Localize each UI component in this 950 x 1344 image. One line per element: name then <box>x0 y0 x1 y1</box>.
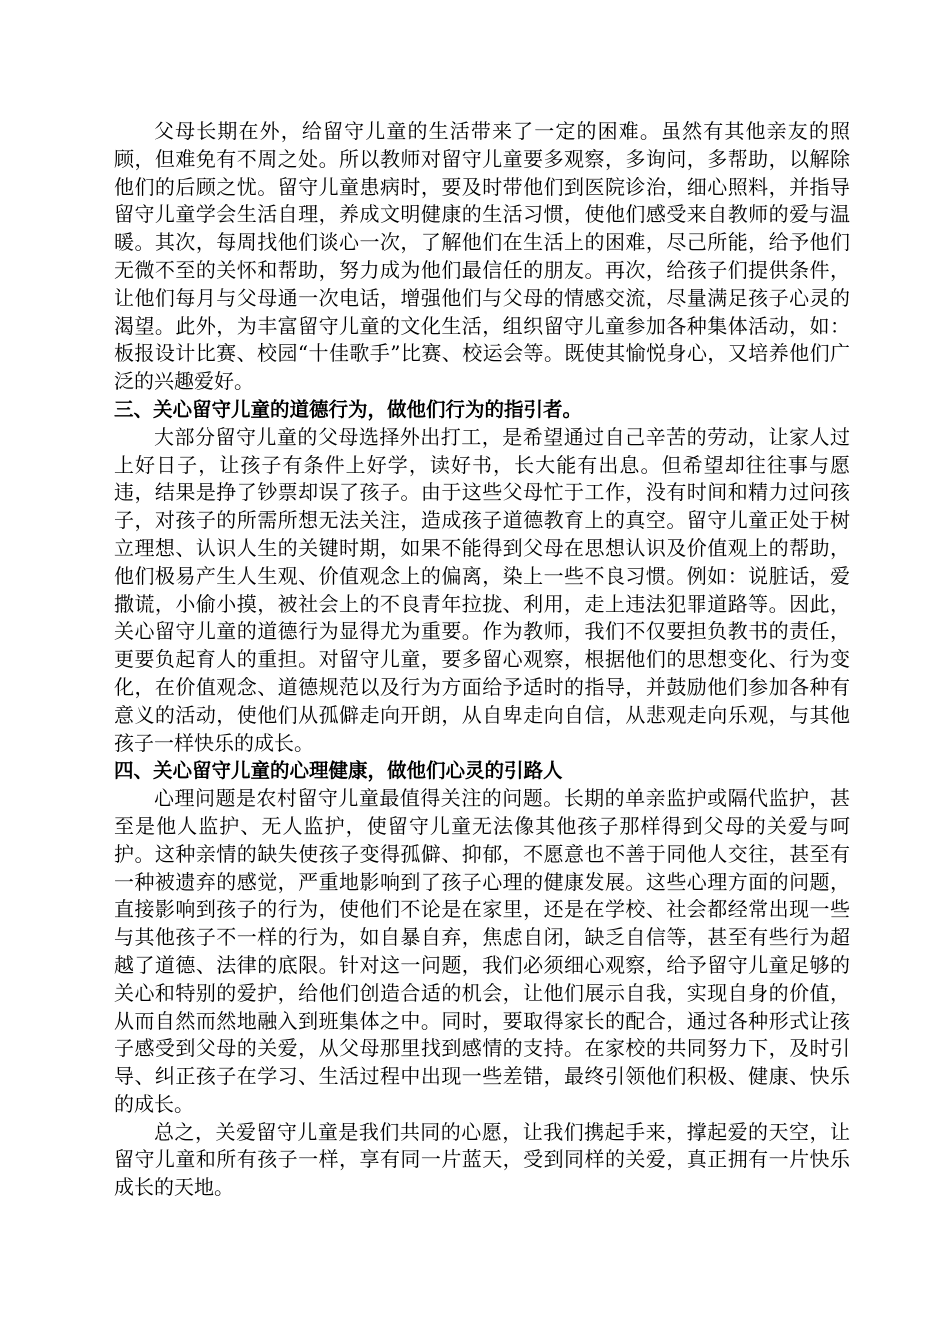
paragraph-life-care: 父母长期在外，给留守儿童的生活带来了一定的困难。虽然有其他亲友的照顾，但难免有不周之处。所以教师对留守儿童要多观察，多询问，多帮助，以解除他们的后顾之忧。留守儿童患病时，要及时带他们到医院诊治，细心照料，并指导留守儿童学会生活自理，养成文明健康的生活习惯，使他们感受来自教师的爱与温暖。其次，每周找他们谈心一次，了解他们在生活上的困难，尽己所能，给予他们无微不至的关怀和帮助，努力成为他们最信任的朋友。再次，给孩子们提供条件，让他们每月与父母通一次电话，增强他们与父母的情感交流，尽量满足孩子心灵的渴望。此外，为丰富留守儿童的文化生活，组织留守儿童参加各种集体活动，如：板报设计比赛、校园“十佳歌手”比赛、校运会等。既使其愉悦身心，又培养他们广泛的兴趣爱好。 <box>114 119 850 394</box>
section-heading-mental-health: 四、关心留守儿童的心理健康，做他们心灵的引路人 <box>114 759 563 783</box>
paragraph-moral-behavior: 大部分留守儿童的父母选择外出打工，是希望通过自己辛苦的劳动，让家人过上好日子，让孩子有条件上好学，读好书，长大能有出息。但希望却往往事与愿违，结果是挣了钞票却误了孩子。由于这些父母忙于工作，没有时间和精力过问孩子，对孩子的所需所想无法关注，造成孩子道德教育上的真空。留守儿童正处于树立理想、认识人生的关键时期，如果不能得到父母在思想认识及价值观上的帮助，他们极易产生人生观、价值观念上的偏离，染上一些不良习惯。例如：说脏话，爱撒谎，小偷小摸，被社会上的不良青年拉拢、利用，走上违法犯罪道路等。因此，关心留守儿童的道德行为显得尤为重要。作为教师，我们不仅要担负教书的责任，更要负起育人的重担。对留守儿童，要多留心观察，根据他们的思想变化、行为变化，在价值观念、道德规范以及行为方面给予适时的指导，并鼓励他们参加各种有意义的活动，使他们从孤僻走向开朗，从自卑走向自信，从悲观走向乐观，与其他孩子一样快乐的成长。 <box>114 424 850 755</box>
document-page <box>114 118 850 1202</box>
section-heading-moral-behavior: 三、关心留守儿童的道德行为，做他们行为的指引者。 <box>114 397 583 421</box>
paragraph-mental-health: 心理问题是农村留守儿童最值得关注的问题。长期的单亲监护或隔代监护，甚至是他人监护、无人监护，使留守儿童无法像其他孩子那样得到父母的关爱与呵护。这种亲情的缺失使孩子变得孤僻、抑郁，不愿意也不善于同他人交往，甚至有一种被遗弃的感觉，严重地影响到了孩子心理的健康发展。这些心理方面的问题，直接影响到孩子的行为，使他们不论是在家里，还是在学校、社会都经常出现一些与其他孩子不一样的行为，如自暴自弃，焦虑自闭，缺乏自信等，甚至有些行为超越了道德、法律的底限。针对这一问题，我们必须细心观察，给予留守儿童足够的关心和特别的爱护，给他们创造合适的机会，让他们展示自我，实现自身的价值，从而自然而然地融入到班集体之中。同时，要取得家长的配合，通过各种形式让孩子感受到父母的关爱，从父母那里找到感情的支持。在家校的共同努力下，及时引导、纠正孩子在学习、生活过程中出现一些差错，最终引领他们积极、健康、快乐的成长。 <box>114 786 850 1116</box>
paragraph-conclusion: 总之，关爱留守儿童是我们共同的心愿，让我们携起手来，撑起爱的天空，让留守儿童和所有孩子一样，享有同一片蓝天，受到同样的关爱，真正拥有一片快乐成长的天地。 <box>114 1119 850 1200</box>
